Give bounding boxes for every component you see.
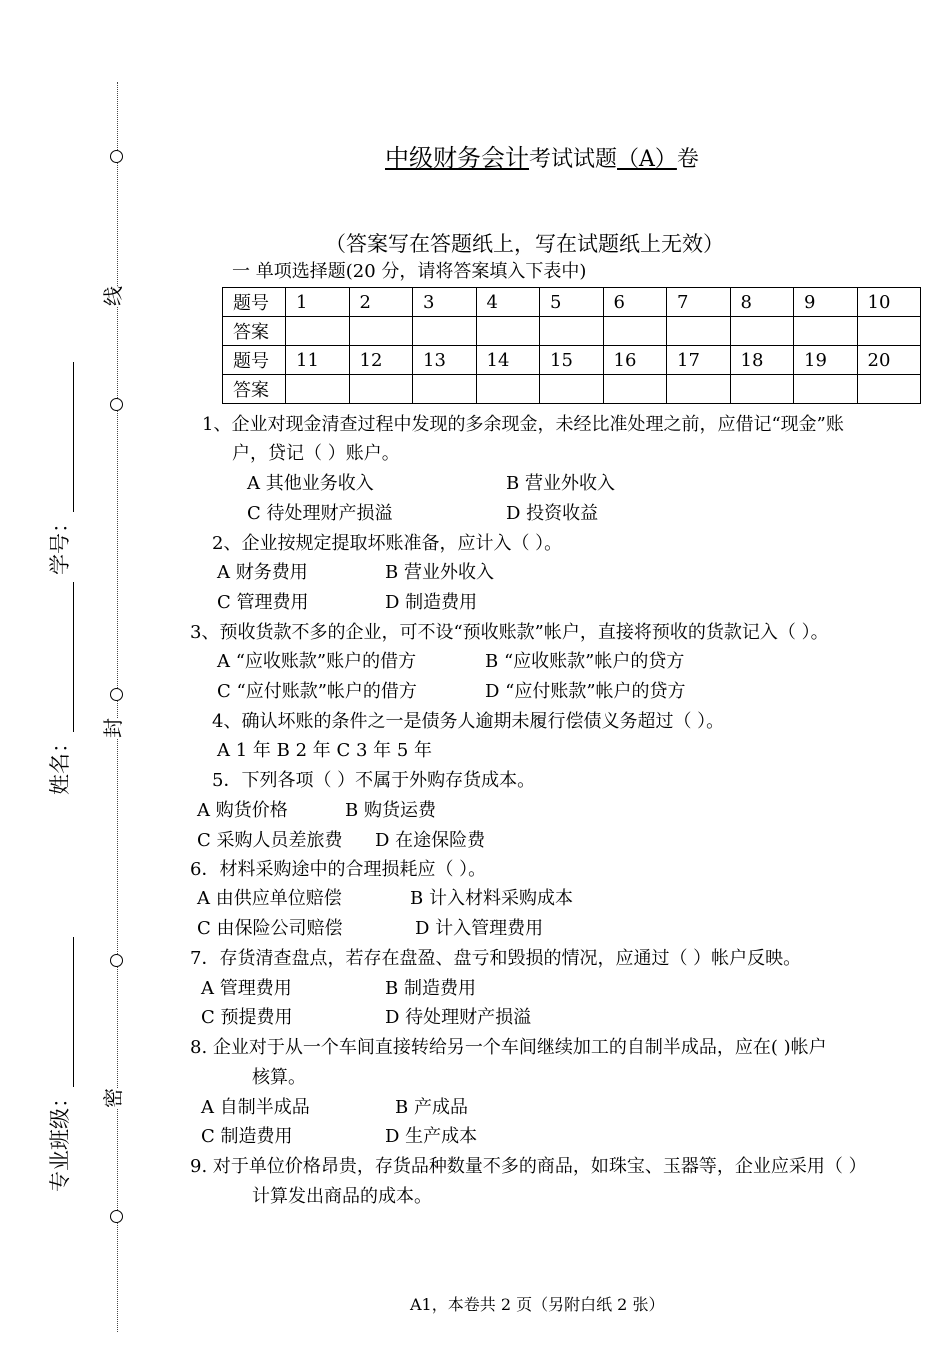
question-number-cell: 8 <box>730 288 794 317</box>
answer-cell[interactable] <box>794 317 858 346</box>
title-suffix: 卷 <box>676 147 699 172</box>
question-7-option-b: B 制造费用 <box>385 978 476 999</box>
question-1-option-a: A 其他业务收入 <box>247 473 374 494</box>
question-6-option-d: D 计入管理费用 <box>415 918 544 939</box>
question-number-cell: 13 <box>413 346 477 375</box>
question-8-option-c: C 制造费用 <box>201 1126 293 1147</box>
exam-title <box>385 138 699 173</box>
question-7-option-a: A 管理费用 <box>201 978 292 999</box>
name-field <box>44 582 74 795</box>
name-blank[interactable] <box>53 582 74 732</box>
question-3-stem: 3、预收货款不多的企业，可不设“预收账款”帐户，直接将预收的货款记入（ ）。 <box>190 622 829 643</box>
course-name: 中级财务会计 <box>385 144 529 172</box>
question-8-stem: 8. 企业对于从一个车间直接转给另一个车间继续加工的自制半成品，应在( )帐户 <box>190 1037 827 1058</box>
question-5-option-d: D 在途保险费 <box>375 830 486 851</box>
answer-cell[interactable] <box>413 375 477 404</box>
question-3-option-b: B “应收账款”帐户的贷方 <box>485 651 685 672</box>
question-3-option-a: A “应收账款”账户的借方 <box>217 651 417 672</box>
binding-hole-circle <box>110 398 123 411</box>
table-row <box>223 317 921 346</box>
question-number-cell: 16 <box>603 346 667 375</box>
question-2-option-b: B 营业外收入 <box>385 562 494 583</box>
question-4-stem: 4、确认坏账的条件之一是债务人逾期未履行偿债义务超过（ ）。 <box>212 711 725 732</box>
question-number-cell: 17 <box>667 346 731 375</box>
table-row <box>223 375 921 404</box>
question-3-option-d: D “应付账款”帐户的贷方 <box>485 681 686 702</box>
answer-label: 答案 <box>223 317 286 346</box>
question-6-option-b: B 计入材料采购成本 <box>410 888 573 909</box>
question-number-cell: 5 <box>540 288 604 317</box>
class-label: 专业班级： <box>48 1087 72 1192</box>
binding-line <box>117 82 118 1332</box>
answer-cell[interactable] <box>413 317 477 346</box>
answer-cell[interactable] <box>603 317 667 346</box>
question-number-cell: 12 <box>349 346 413 375</box>
question-number-cell: 10 <box>857 288 921 317</box>
question-8-stem-cont: 核算。 <box>252 1067 306 1088</box>
question-5-option-a: A 购货价格 <box>197 800 288 821</box>
question-2-option-a: A 财务费用 <box>217 562 308 583</box>
question-9-stem-cont: 计算发出商品的成本。 <box>252 1186 432 1207</box>
question-number-cell: 15 <box>540 346 604 375</box>
question-number-cell: 6 <box>603 288 667 317</box>
section-heading: 一 单项选择题(20 分，请将答案填入下表中) <box>232 261 587 282</box>
question-7-stem: 7．存货清查盘点，若存在盘盈、盘亏和毁损的情况，应通过（ ）帐户反映。 <box>190 948 802 969</box>
answer-cell[interactable] <box>857 375 921 404</box>
question-2-option-d: D 制造费用 <box>385 592 478 613</box>
student-id-label: 学号： <box>48 512 72 575</box>
question-number-cell: 1 <box>286 288 350 317</box>
question-5-option-b: B 购货运费 <box>345 800 436 821</box>
question-5-stem: 5．下列各项（ ）不属于外购存货成本。 <box>212 770 536 791</box>
page-footer: A1，本卷共 2 页（另附白纸 2 张） <box>410 1295 665 1314</box>
question-1-option-d: D 投资收益 <box>506 503 599 524</box>
question-8-option-a: A 自制半成品 <box>201 1097 310 1118</box>
question-number-cell: 19 <box>794 346 858 375</box>
question-number-cell: 18 <box>730 346 794 375</box>
binding-hole-circle <box>110 954 123 967</box>
student-id-blank[interactable] <box>53 362 74 512</box>
answer-cell[interactable] <box>349 317 413 346</box>
question-number-cell: 4 <box>476 288 540 317</box>
question-number-cell: 14 <box>476 346 540 375</box>
answer-cell[interactable] <box>667 375 731 404</box>
binding-hole-circle <box>110 688 123 701</box>
table-row <box>223 288 921 317</box>
answer-cell[interactable] <box>794 375 858 404</box>
question-1-stem: 1、企业对现金清查过程中发现的多余现金，未经比准处理之前，应借记“现金”账 <box>202 414 844 435</box>
question-7-option-c: C 预提费用 <box>201 1007 293 1028</box>
paper-label: （A） <box>617 147 677 172</box>
question-6-option-a: A 由供应单位赔偿 <box>197 888 342 909</box>
margin-mark-seal: 封 <box>101 718 125 738</box>
question-8-option-d: D 生产成本 <box>385 1126 478 1147</box>
question-1-option-b: B 营业外收入 <box>506 473 615 494</box>
name-label: 姓名： <box>48 732 72 795</box>
student-id-field <box>44 362 74 575</box>
question-6-option-c: C 由保险公司赔偿 <box>197 918 343 939</box>
question-1-option-c: C 待处理财产损溢 <box>247 503 393 524</box>
question-1-stem-cont: 户，贷记（ ）账户。 <box>232 443 400 464</box>
question-3-option-c: C “应付账款”帐户的借方 <box>217 681 417 702</box>
question-number-cell: 7 <box>667 288 731 317</box>
question-6-stem: 6．材料采购途中的合理损耗应（ ）。 <box>190 859 487 880</box>
answer-cell[interactable] <box>857 317 921 346</box>
question-number-cell: 11 <box>286 346 350 375</box>
question-number-cell: 9 <box>794 288 858 317</box>
answer-notice: （答案写在答题纸上，写在试题纸上无效） <box>325 232 724 256</box>
answer-cell[interactable] <box>603 375 667 404</box>
answer-cell[interactable] <box>540 375 604 404</box>
question-number-label: 题号 <box>223 346 286 375</box>
answer-cell[interactable] <box>349 375 413 404</box>
margin-mark-line: 线 <box>101 286 125 306</box>
answer-table <box>222 287 921 404</box>
question-4-options: A 1 年 B 2 年 C 3 年 5 年 <box>217 740 433 761</box>
question-2-stem: 2、企业按规定提取坏账准备，应计入（ ）。 <box>212 533 563 554</box>
answer-cell[interactable] <box>286 375 350 404</box>
answer-cell[interactable] <box>667 317 731 346</box>
question-8-option-b: B 产成品 <box>395 1097 468 1118</box>
class-blank[interactable] <box>53 937 74 1087</box>
question-number-cell: 20 <box>857 346 921 375</box>
answer-cell[interactable] <box>730 317 794 346</box>
question-9-stem: 9. 对于单位价格昂贵，存货品种数量不多的商品，如珠宝、玉器等，企业应采用（ ） <box>190 1156 867 1177</box>
answer-cell[interactable] <box>730 375 794 404</box>
binding-hole-circle <box>110 1210 123 1223</box>
question-2-option-c: C 管理费用 <box>217 592 309 613</box>
table-row <box>223 346 921 375</box>
class-field <box>44 937 74 1192</box>
title-middle: 考试试题 <box>529 147 618 172</box>
question-7-option-d: D 待处理财产损溢 <box>385 1007 532 1028</box>
answer-label: 答案 <box>223 375 286 404</box>
question-number-cell: 3 <box>413 288 477 317</box>
answer-cell[interactable] <box>476 375 540 404</box>
question-5-option-c: C 采购人员差旅费 <box>197 830 343 851</box>
answer-cell[interactable] <box>540 317 604 346</box>
question-number-label: 题号 <box>223 288 286 317</box>
margin-mark-secret: 密 <box>101 1088 125 1108</box>
answer-cell[interactable] <box>286 317 350 346</box>
binding-hole-circle <box>110 150 123 163</box>
question-number-cell: 2 <box>349 288 413 317</box>
answer-cell[interactable] <box>476 317 540 346</box>
